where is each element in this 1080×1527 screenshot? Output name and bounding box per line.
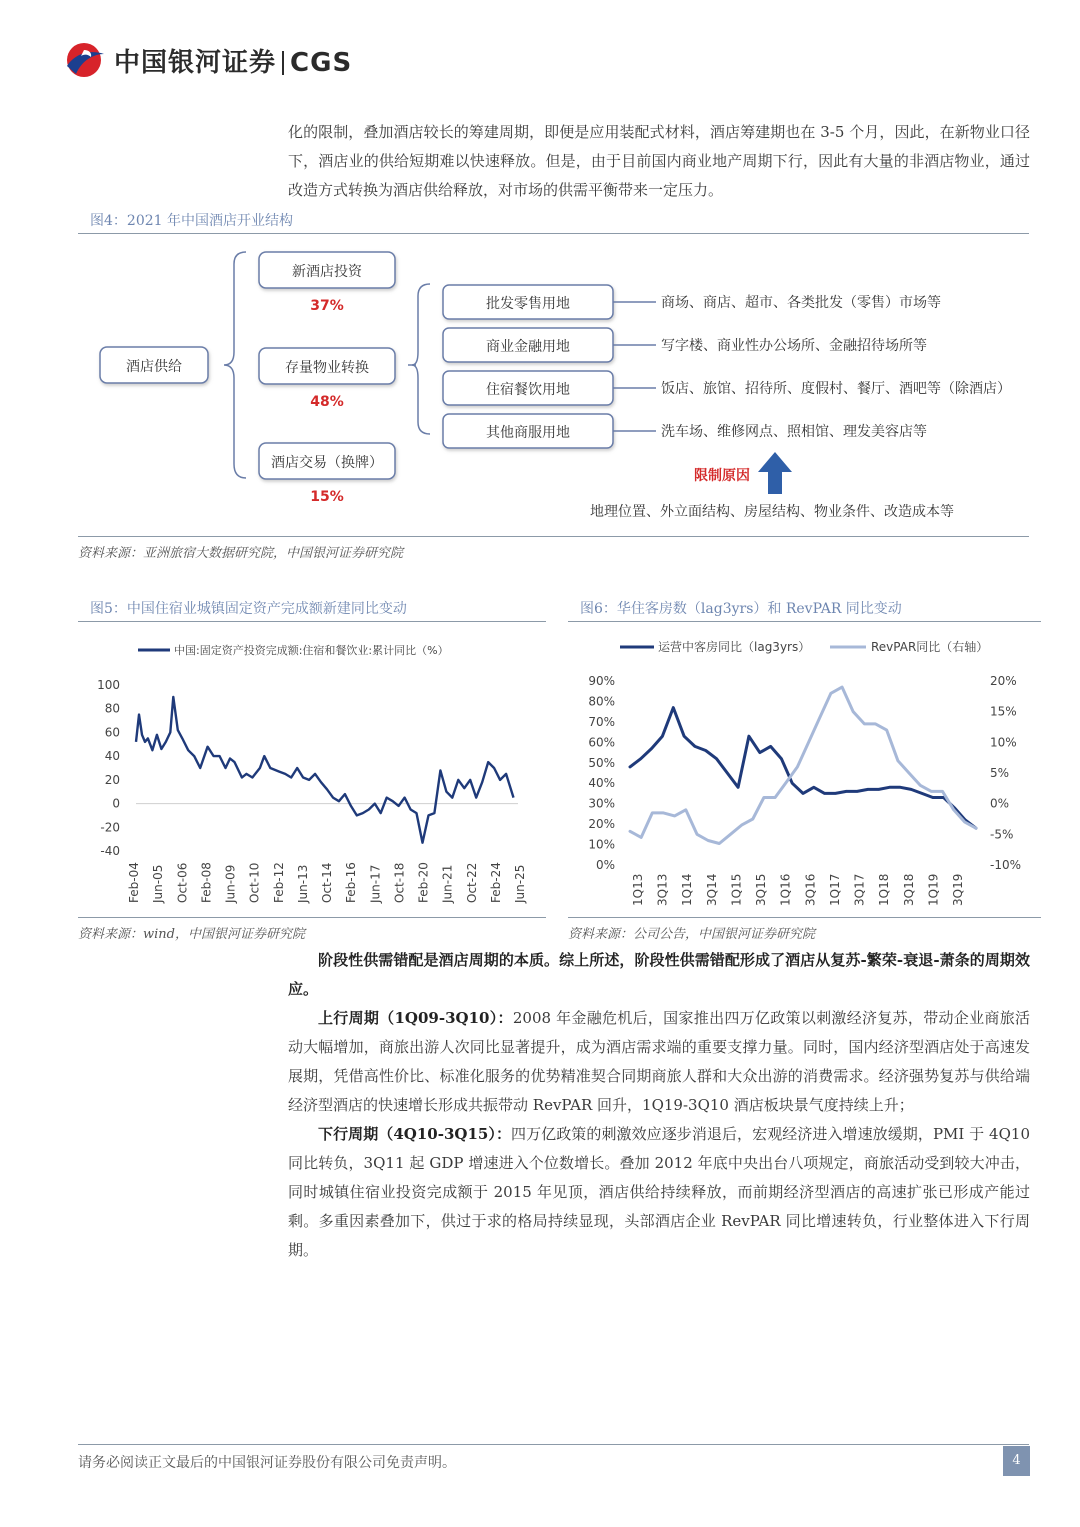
series-line: [136, 697, 514, 843]
x-tick-label: Oct-10: [247, 862, 262, 903]
branch-label-convert: 存量物业转换: [285, 360, 369, 376]
body-paragraph-1: 阶段性供需错配是酒店周期的本质。综上所述，阶段性供需错配形成了酒店从复苏-繁荣-衰退-萧条的周期效应。: [288, 951, 1030, 998]
footer-rule: [78, 1444, 1029, 1445]
x-tick-label: 1Q18: [877, 873, 892, 906]
y-right-tick-label: 10%: [990, 735, 1017, 750]
x-tick-label: 3Q17: [852, 873, 867, 906]
y-right-tick-label: -10%: [990, 858, 1022, 872]
fig4-structure-diagram: [78, 240, 1029, 535]
branch-pct-convert: 48%: [310, 394, 344, 410]
land-type-boxes: [443, 285, 613, 448]
branch-label-trade: 酒店交易（换牌）: [271, 455, 383, 471]
y-tick-label: 40: [104, 749, 120, 764]
x-tick-label: Feb-04: [127, 862, 141, 903]
land-label-lodging: 住宿餐饮用地: [486, 382, 570, 398]
x-tick-label: 3Q14: [704, 873, 719, 906]
y-left-tick-label: 60%: [588, 735, 615, 750]
land-label-finance: 商业金融用地: [486, 339, 570, 355]
y-right-tick-label: 15%: [990, 704, 1017, 719]
x-tick-label: 1Q15: [729, 873, 744, 906]
up-arrow-icon: [758, 452, 792, 494]
logo-cn: 中国银河证券: [114, 47, 277, 78]
branch-pct-trade: 15%: [310, 489, 344, 505]
y-left-tick-label: 30%: [588, 796, 615, 811]
x-tick-label: Jun-17: [368, 864, 383, 903]
land-label-retail: 批发零售用地: [486, 296, 570, 312]
y-left-tick-label: 0%: [595, 858, 615, 872]
y-right-tick-label: 20%: [990, 674, 1017, 688]
y-tick-label: -20: [100, 820, 120, 835]
x-tick-label: 1Q14: [680, 873, 695, 906]
land-desc-finance: 写字楼、商业性办公场所、金融招待场所等: [661, 338, 927, 354]
x-tick-label: Feb-24: [488, 862, 503, 903]
x-tick-label: Oct-22: [464, 862, 479, 903]
x-tick-label: 1Q17: [827, 873, 842, 906]
land-desc-lodging: 饭店、旅馆、招待所、度假村、餐厅、酒吧等（除酒店）: [661, 381, 1011, 397]
fig4-title: 图4：2021 年中国酒店开业结构: [90, 213, 293, 229]
x-tick-label: Feb-16: [344, 862, 359, 903]
series-line: [630, 687, 976, 843]
y-left-tick-label: 10%: [588, 837, 615, 852]
x-tick-label: Jun-25: [513, 864, 527, 903]
x-tick-label: 3Q19: [951, 873, 965, 906]
y-left-tick-label: 80%: [588, 694, 615, 709]
fig5-line-chart: [78, 628, 546, 916]
cgs-logo-icon: [62, 40, 106, 80]
fig4-bottom-rule: [78, 536, 1029, 537]
x-tick-label: 3Q13: [655, 873, 670, 906]
x-tick-label: 3Q18: [901, 873, 916, 906]
x-tick-label: 1Q13: [631, 873, 645, 906]
footer-disclaimer: 请务必阅读正文最后的中国银河证券股份有限公司免责声明。: [78, 1455, 456, 1471]
y-right-tick-label: -5%: [990, 827, 1014, 842]
x-tick-label: Jun-09: [223, 864, 238, 903]
series-line: [630, 708, 976, 829]
y-right-tick-label: 0%: [990, 796, 1010, 811]
branch-pct-new: 37%: [310, 298, 344, 314]
y-left-tick-label: 70%: [588, 714, 615, 729]
restriction-label: 限制原因: [694, 468, 750, 484]
x-tick-label: 1Q19: [926, 873, 941, 906]
intro-paragraph: 化的限制，叠加酒店较长的筹建周期，即便是应用装配式材料，酒店筹建期也在 3-5 个月，因此，在新物业口径下，酒店业的供给短期难以快速释放。但是，由于目前国内商业地产周期下行，因此有大量的非酒店物业，通过改造方式转换为酒店供给释放，对市场的供需平衡带来一定压力。: [288, 123, 1030, 199]
fig6-legend-label-2: RevPAR同比（右轴）: [871, 640, 989, 654]
y-tick-label: 100: [97, 678, 120, 692]
fig5-bottom-rule: [78, 917, 546, 918]
fig6-source: 资料来源：公司公告，中国银河证券研究院: [568, 927, 816, 942]
fig5-source: 资料来源：wind，中国银河证券研究院: [78, 927, 305, 942]
fig6-bottom-rule: [568, 917, 1041, 918]
x-tick-label: 3Q16: [803, 873, 818, 906]
x-tick-label: Oct-18: [392, 862, 407, 903]
fig6-top-rule: [568, 621, 1041, 622]
fig6-title: 图6：华住客房数（lag3yrs）和 RevPAR 同比变动: [580, 601, 902, 617]
x-tick-label: Feb-20: [416, 862, 431, 903]
fig5-top-rule: [78, 621, 546, 622]
x-tick-label: Oct-06: [175, 862, 190, 903]
y-left-tick-label: 50%: [588, 755, 615, 770]
left-brace: [224, 252, 246, 478]
y-left-tick-label: 90%: [588, 674, 615, 688]
y-left-tick-label: 40%: [588, 776, 615, 791]
fig5-legend-label: 中国:固定资产投资完成额:住宿和餐饮业:累计同比（%）: [174, 644, 449, 657]
x-tick-label: 3Q15: [754, 873, 769, 906]
y-tick-label: 80: [104, 701, 120, 716]
x-tick-label: 1Q16: [778, 873, 793, 906]
fig6-legend-label-1: 运营中客房同比（lag3yrs）: [658, 640, 811, 654]
y-tick-label: -40: [100, 844, 120, 858]
x-tick-label: Feb-08: [199, 862, 214, 903]
branch-label-new: 新酒店投资: [292, 264, 362, 280]
restriction-text: 地理位置、外立面结构、房屋结构、物业条件、改造成本等: [590, 504, 954, 520]
x-tick-label: Oct-14: [320, 862, 334, 903]
fig5-title: 图5：中国住宿业城镇固定资产完成额新建同比变动: [90, 601, 407, 617]
x-tick-label: Jun-21: [440, 864, 455, 903]
mid-brace: [412, 284, 430, 434]
x-tick-label: Feb-12: [271, 862, 286, 903]
land-desc-other: 洗车场、维修网点、照相馆、理发美容店等: [661, 424, 927, 440]
land-label-other: 其他商服用地: [486, 425, 570, 441]
y-right-tick-label: 5%: [990, 766, 1010, 780]
y-tick-label: 0: [112, 796, 120, 811]
y-tick-label: 20: [104, 772, 120, 787]
land-desc-retail: 商场、商店、超市、各类批发（零售）市场等: [661, 295, 941, 311]
fig4-source: 资料来源：亚洲旅宿大数据研究院，中国银河证券研究院: [78, 546, 404, 561]
logo-en: CGS: [290, 47, 353, 78]
y-left-tick-label: 20%: [588, 817, 615, 832]
fig4-top-rule: [78, 233, 1029, 234]
y-tick-label: 60: [104, 725, 120, 740]
body-text: [288, 946, 1030, 1265]
header-logo: [62, 40, 352, 80]
fig6-line-chart: [568, 628, 1041, 916]
x-tick-label: Jun-13: [295, 864, 310, 903]
page-number: 4: [1003, 1446, 1030, 1476]
root-label: 酒店供给: [126, 359, 182, 375]
body-paragraph-3: 下行周期（4Q10-3Q15）：四万亿政策的刺激效应逐步消退后，宏观经济进入增速放缓期，PMI 于 4Q10 同比转负，3Q11 起 GDP 增速进入个位数增长。叠加 2012 年底中央出台八项规定，商旅活动受到较大冲击，同时城镇住宿业投资完成额于 2015 年见顶，酒店供给持续释放，而前期经济型酒店的高速扩张已形成产能过剩。多重因素叠加下，供过于求的格局持续显现，头部酒店企业 RevPAR 同比增速转负，行业整体进入下行周期。: [288, 1125, 1030, 1259]
x-tick-label: Jun-05: [151, 864, 166, 903]
body-paragraph-2: 上行周期（1Q09-3Q10）：2008 年金融危机后，国家推出四万亿政策以刺激经济复苏，带动企业商旅活动大幅增加，商旅出游人次同比显著提升，成为酒店需求端的重要支撑力量。同时，国内经济型酒店处于高速发展期，凭借高性价比、标准化服务的优势精准契合同期商旅人群和大众出游的消费需求。经济强势复苏与供给端经济型酒店的快速增长形成共振带动 RevPAR 回升，1Q19-3Q10 酒店板块景气度持续上升；: [288, 1009, 1030, 1114]
